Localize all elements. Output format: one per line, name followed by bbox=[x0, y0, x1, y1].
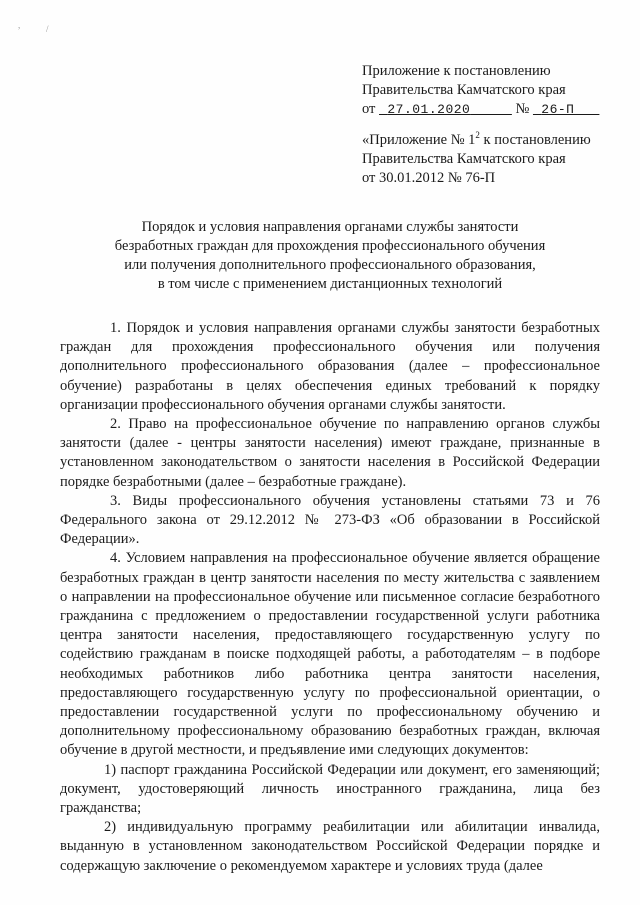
approval-number: 26-П bbox=[541, 102, 575, 117]
title-line-1: Порядок и условия направления органами службы занятости bbox=[141, 219, 519, 235]
scan-speck: , bbox=[18, 20, 21, 30]
paragraph-2: 2. Право на профессиональное обучение по направлению органов службы занятости (далее - центры занятости населения) имеют граждане, признанные в установленном законодательством о занятости населения в Российской Федерации порядке безработными (далее – безработные граждане). bbox=[60, 416, 600, 490]
title-line-4: в том числе с применением дистанционных технологий bbox=[157, 276, 503, 292]
document-title bbox=[70, 218, 590, 294]
approval-date-line bbox=[362, 100, 622, 119]
prior-line-3: от 30.01.2012 № 76-П bbox=[362, 170, 496, 186]
prior-line-1: «Приложение № $1^2$ к постановлению bbox=[362, 130, 591, 148]
document-body bbox=[60, 319, 600, 876]
prior-resolution-header bbox=[362, 131, 632, 188]
approval-header bbox=[362, 62, 622, 119]
paragraph-1: 1. Порядок и условия направления органами службы занятости безработных граждан для прохождения профессионального обучения или получения дополнительного профессионального образования (далее – профессиональное обучение) разработаны в целях обеспечения единых требований к порядку организации профессионального обучения органами службы занятости. bbox=[60, 320, 600, 413]
approval-date: 27.01.2020 bbox=[387, 102, 471, 117]
list-item-1: 1) паспорт гражданина Российской Федерации или документ, его заменяющий; документ, удостоверяющий личность иностранного гражданина, лица без гражданства; bbox=[60, 761, 600, 817]
paragraph-4: 4. Условием направления на профессиональное обучение является обращение безработных граждан в центр занятости населения по месту жительства с заявлением о направлении на профессиональное обучение или письменное согласие безработного гражданина с предложением о предоставлении государственной услуги работника центра занятости населения, предоставляющего государственную услугу по содействию гражданам в поиске подходящей работы, а работодателям – в подборе необходимых работников либо работника центра занятости населения, предоставляющего государственную услугу по профессиональной ориентации, о предоставлении государственной услуги по профессиональному обучению и дополнительному профессиональному образованию безработных граждан, включая обучение в другой местности, и предъявление ими следующих документов: bbox=[60, 550, 600, 759]
list-item-2: 2) индивидуальную программу реабилитации или абилитации инвалида, выданную в установленном законодательством Российской Федерации порядке и содержащую заключение о рекомендуемом характере и условиях труда (далее bbox=[60, 819, 600, 874]
title-line-2: безработных граждан для прохождения профессионального обучения bbox=[114, 238, 546, 254]
title-line-3: или получения дополнительного профессионального образования, bbox=[124, 257, 536, 273]
scan-speck: / bbox=[46, 24, 49, 34]
paragraph-3: 3. Виды профессионального обучения установлены статьями 73 и 76 Федерального закона от 29.12.2012 № 273-ФЗ «Об образовании в Российской Федерации». bbox=[60, 492, 600, 548]
approval-line-1: Приложение к постановлению bbox=[362, 63, 551, 79]
number-label: № bbox=[515, 101, 530, 117]
from-label: от bbox=[362, 101, 376, 117]
approval-line-2: Правительства Камчатского края bbox=[362, 82, 566, 98]
prior-line-2: Правительства Камчатского края bbox=[362, 151, 566, 167]
